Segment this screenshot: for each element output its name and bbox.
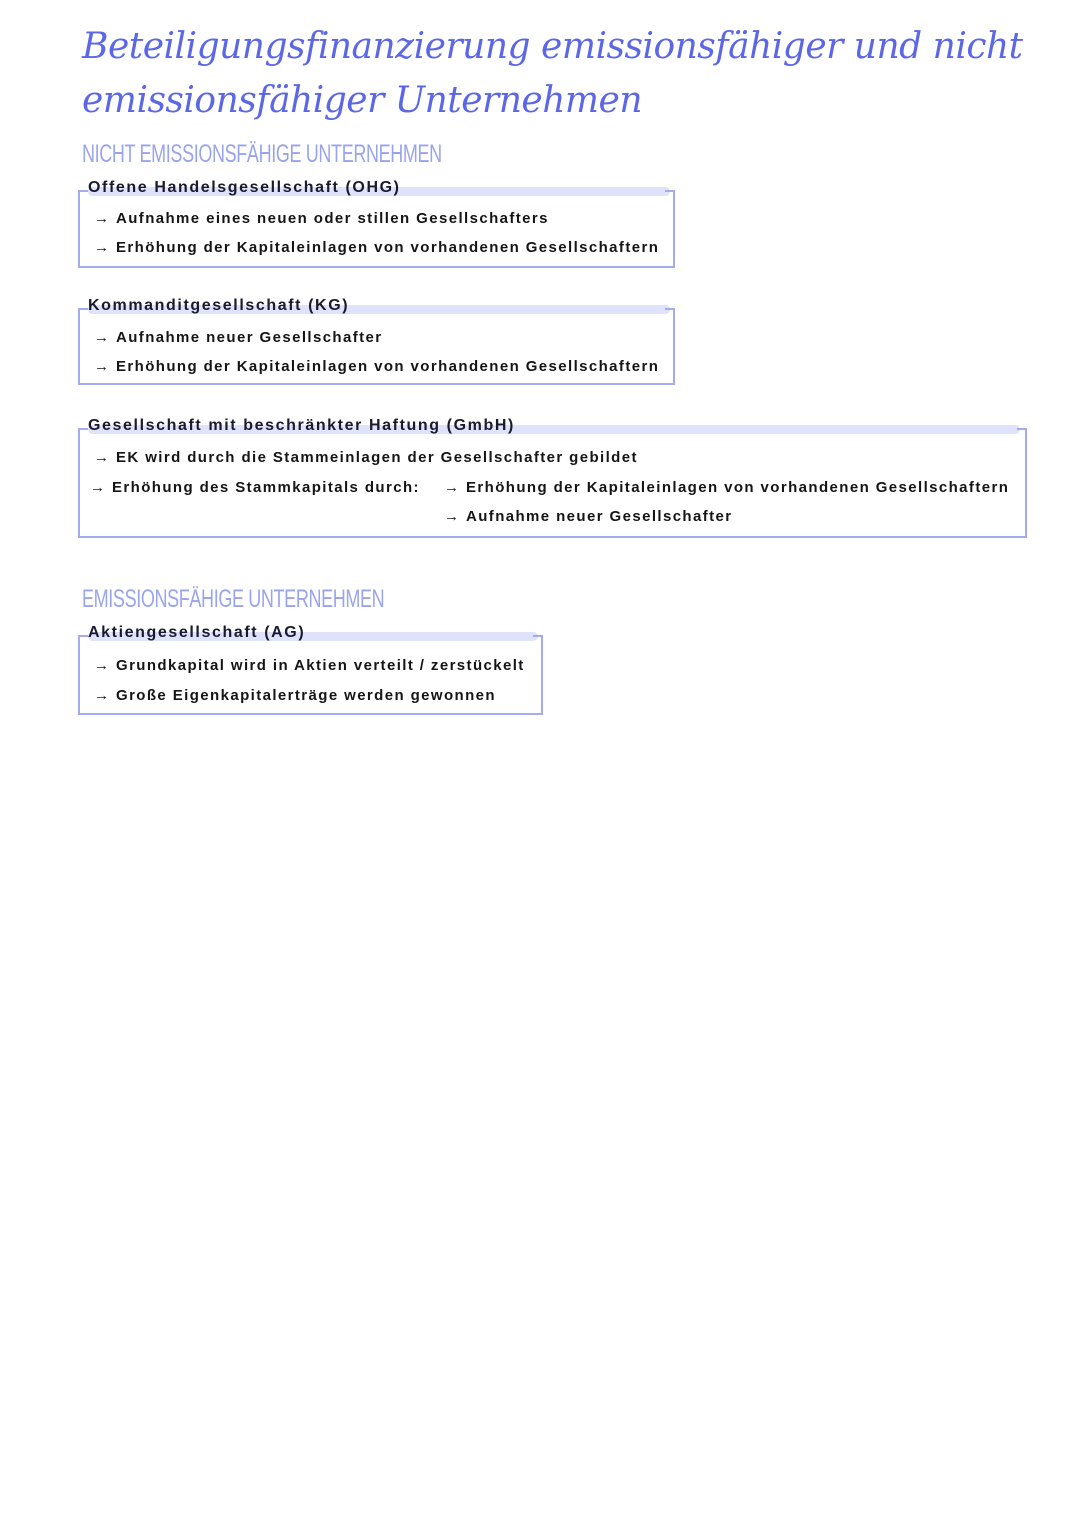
box-title-ag: Aktiengesellschaft (AG) [88,624,306,641]
list-item: → Große Eigenkapitalerträge werden gewonnen [94,687,496,704]
box-gmbh [78,417,1027,538]
box-ohg [78,179,675,268]
box-ag [78,624,543,715]
list-item: → Aufnahme eines neuen oder stillen Gesellschafters [94,210,549,227]
arrow-icon: → [94,210,111,227]
arrow-icon: → [94,358,111,375]
arrow-icon: → [94,329,111,346]
list-item: → Aufnahme neuer Gesellschafter [94,329,383,346]
sub-list-item: → Aufnahme neuer Gesellschafter [444,508,733,525]
arrow-icon: → [94,657,111,674]
arrow-icon: → [90,479,107,496]
arrow-icon: → [94,449,111,466]
list-item: → EK wird durch die Stammeinlagen der Gesellschafter gebildet [94,449,638,466]
list-item: → Grundkapital wird in Aktien verteilt / zerstückelt [94,657,525,674]
section-heading-non-emission: NICHT EMISSIONSFÄHIGE UNTERNEHMEN [82,140,442,168]
box-title-gmbh: Gesellschaft mit beschränkter Haftung (GmbH) [88,417,515,434]
arrow-icon: → [94,239,111,256]
box-kg [78,297,675,385]
section-heading-emission: EMISSIONSFÄHIGE UNTERNEHMEN [82,585,385,613]
arrow-icon: → [94,687,111,704]
list-item: → Erhöhung der Kapitaleinlagen von vorhandenen Gesellschaftern [94,358,660,375]
box-title-kg: Kommanditgesellschaft (KG) [88,297,350,314]
arrow-icon: → [444,508,461,525]
arrow-icon: → [444,479,461,496]
sub-list-item: → Erhöhung der Kapitaleinlagen von vorhandenen Gesellschaftern [444,479,1010,496]
list-item: → Erhöhung der Kapitaleinlagen von vorhandenen Gesellschaftern [94,239,660,256]
list-item: → Erhöhung des Stammkapitals durch: [90,479,420,496]
page-title: Beteiligungsfinanzierung emissionsfähiger und nicht emissionsfähiger Unternehmen [82,26,1023,121]
box-title-ohg: Offene Handelsgesellschaft (OHG) [88,179,401,196]
